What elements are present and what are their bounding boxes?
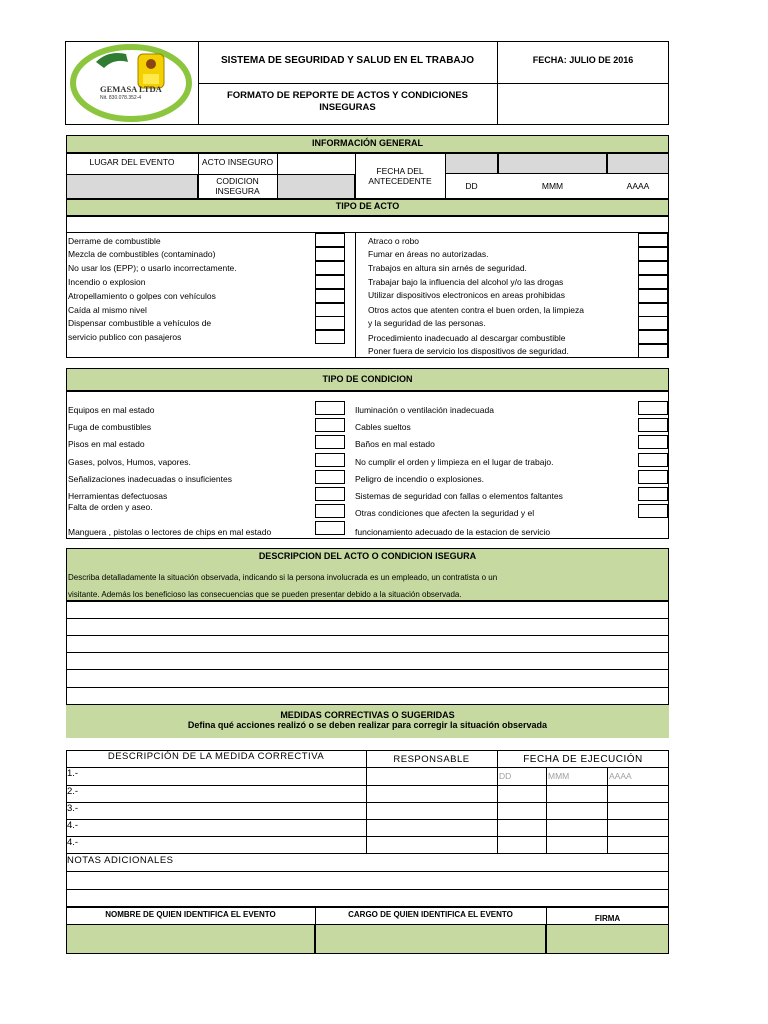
descripcion-title: DESCRIPCION DEL ACTO O CONDICION ISEGURA — [258, 551, 477, 561]
medida-row-3[interactable]: 3.- — [67, 803, 79, 814]
cell-divider — [277, 153, 278, 199]
firma-label: FIRMA — [594, 914, 621, 923]
company-logo — [68, 44, 195, 122]
row-divider — [66, 618, 669, 619]
medida-row-5[interactable]: 4.- — [67, 837, 79, 848]
tipo-acto-right-checkbox[interactable] — [638, 344, 668, 358]
company-name: GEMASA LTDA — [100, 84, 162, 94]
lugar-value-cell[interactable] — [66, 174, 198, 199]
cargo-label: CARGO DE QUIEN IDENTIFICA EL EVENTO — [348, 910, 513, 919]
acto-inseguro-label: ACTO INSEGURO — [201, 157, 274, 167]
col-divider — [607, 767, 608, 853]
tipo-condicion-right-item: Baños en mal estado — [355, 439, 435, 449]
row-divider — [66, 687, 669, 688]
dd-label: DD — [465, 181, 478, 191]
row-divider — [66, 232, 669, 233]
lugar-label: LUGAR DEL EVENTO — [89, 157, 175, 167]
tipo-condicion-right-checkbox[interactable] — [638, 435, 668, 449]
condicion-label-2: INSEGURA — [215, 186, 260, 196]
tipo-acto-left-checkbox[interactable] — [315, 316, 345, 330]
cell-divider — [445, 153, 446, 199]
col-divider — [366, 750, 367, 853]
col-descripcion-header: DESCRIPCIÓN DE LA MEDIDA CORRECTIVA — [107, 751, 325, 762]
tipo-acto-right-item: Trabajos en altura sin arnés de seguridad. — [368, 263, 527, 273]
tipo-acto-left-item: Dispensar combustible a vehículos de — [68, 318, 212, 328]
medida-row-4[interactable]: 4.- — [67, 820, 79, 831]
tipo-condicion-left-item: Señalizaciones inadecuadas o insuficientes — [68, 474, 232, 484]
nombre-label: NOMBRE DE QUIEN IDENTIFICA EL EVENTO — [105, 910, 276, 919]
col-divider — [355, 233, 356, 358]
tipo-acto-right-item: Otros actos que atenten contra el buen orden, la limpieza — [368, 305, 584, 315]
medidas-title: MEDIDAS CORRECTIVAS O SUGERIDAS — [280, 710, 455, 720]
medidas-dd-label: DD — [499, 771, 512, 781]
tipo-condicion-left-item: Fuga de combustibles — [68, 422, 152, 432]
dd-value-cell[interactable] — [445, 153, 498, 174]
general-info-title: INFORMACIÓN GENERAL — [312, 138, 423, 148]
tipo-condicion-left-item: Herramientas defectuosas — [68, 491, 168, 501]
tipo-acto-right-checkbox[interactable] — [638, 233, 668, 247]
tipo-condicion-left-checkbox[interactable] — [315, 401, 345, 415]
tipo-acto-left-checkbox[interactable] — [315, 247, 345, 261]
tipo-condicion-left-checkbox[interactable] — [315, 487, 345, 501]
row-divider — [66, 635, 669, 636]
tipo-condicion-title: TIPO DE CONDICION — [322, 374, 413, 384]
nombre-value-cell[interactable] — [66, 924, 315, 954]
tipo-condicion-right-item: Peligro de incendio o explosiones. — [355, 474, 485, 484]
tipo-acto-right-item: Poner fuera de servicio los dispositivos de seguridad. — [368, 346, 569, 356]
tipo-condicion-right-checkbox[interactable] — [638, 401, 668, 415]
page-subtitle-line1: FORMATO DE REPORTE DE ACTOS Y CONDICIONES — [226, 90, 469, 101]
condicion-label-1: CODICION — [216, 176, 259, 186]
medidas-subtitle: Defina qué acciones realizó o se deben realizar para corregir la situación observada — [187, 720, 548, 730]
aaaa-label: AAAA — [626, 181, 650, 191]
tipo-acto-left-item: Incendio o explosion — [68, 277, 146, 287]
row-divider — [66, 652, 669, 653]
tipo-acto-right-checkbox[interactable] — [638, 289, 668, 303]
tipo-acto-left-item: servicio publico con pasajeros — [68, 332, 182, 342]
row-divider — [66, 836, 669, 837]
tipo-acto-right-checkbox[interactable] — [638, 303, 668, 317]
condicion-value-cell[interactable] — [277, 174, 355, 199]
tipo-condicion-left-checkbox[interactable] — [315, 504, 345, 518]
tipo-acto-title: TIPO DE ACTO — [335, 201, 400, 211]
row-divider — [66, 767, 669, 768]
row-divider — [66, 871, 669, 872]
tipo-acto-left-item: No usar los (EPP); o usarlo incorrectamente. — [68, 263, 237, 273]
tipo-acto-left-item: Atropellamiento o golpes con vehículos — [68, 291, 216, 301]
tipo-acto-right-item: Utilizar dispositivos electronicos en areas prohibidas — [368, 290, 566, 300]
fecha-label-1: FECHA DEL — [376, 166, 424, 176]
col-responsable-header: RESPONSABLE — [393, 754, 470, 765]
tipo-condicion-left-checkbox[interactable] — [315, 435, 345, 449]
tipo-condicion-right-item: No cumplir el orden y limpieza en el lugar de trabajo. — [355, 457, 554, 467]
descripcion-text-area[interactable] — [66, 601, 669, 705]
col-divider — [546, 767, 547, 853]
tipo-acto-right-checkbox[interactable] — [638, 247, 668, 261]
medida-row-2[interactable]: 2.- — [67, 786, 79, 797]
tipo-acto-right-checkbox[interactable] — [638, 275, 668, 289]
tipo-condicion-right-checkbox[interactable] — [638, 470, 668, 484]
company-nit: Nit. 830.078.352-4 — [100, 95, 142, 101]
page-subtitle-line2: INSEGURAS — [319, 102, 376, 113]
tipo-condicion-right-item: Otras condiciones que afecten la seguridad y el — [355, 508, 535, 518]
row-divider — [66, 785, 669, 786]
tipo-acto-left-checkbox[interactable] — [315, 275, 345, 289]
tipo-condicion-left-item: Falta de orden y aseo. — [68, 502, 153, 512]
mmm-value-cell[interactable] — [498, 153, 607, 174]
cell-divider — [66, 174, 355, 175]
medidas-mmm-label: MMM — [548, 771, 570, 781]
tipo-condicion-right-checkbox[interactable] — [638, 418, 668, 432]
tipo-condicion-left-checkbox[interactable] — [315, 470, 345, 484]
tipo-condicion-left-item: Manguera , pistolas o lectores de chips en mal estado — [68, 527, 272, 537]
medidas-table — [66, 750, 669, 907]
tipo-acto-right-item: Procedimiento inadecuado al descargar combustible — [368, 333, 566, 343]
tipo-acto-right-item: Fumar en áreas no autorizadas. — [368, 249, 489, 259]
tipo-condicion-right-item: Iluminación o ventilación inadecuada — [355, 405, 494, 415]
fecha-label-2: ANTECEDENTE — [368, 176, 432, 186]
header-divider — [198, 83, 669, 84]
notas-adicionales-label: NOTAS ADICIONALES — [67, 855, 174, 866]
tipo-condicion-right-checkbox[interactable] — [638, 504, 668, 518]
tipo-condicion-right-checkbox[interactable] — [638, 453, 668, 467]
medidas-aaaa-label: AAAA — [609, 771, 632, 781]
tipo-condicion-right-item: Sistemas de seguridad con fallas o elementos faltantes — [355, 491, 563, 501]
tipo-acto-left-checkbox[interactable] — [315, 261, 345, 275]
tipo-condicion-left-checkbox[interactable] — [315, 453, 345, 467]
mmm-label: MMM — [541, 181, 564, 191]
tipo-condicion-left-checkbox[interactable] — [315, 521, 345, 535]
tipo-condicion-left-item: Gases, polvos, Humos, vapores. — [68, 457, 191, 467]
tipo-acto-left-item: Mezcla de combustibles (contaminado) — [68, 249, 216, 259]
tipo-acto-right-item: y la seguridad de las personas. — [368, 318, 486, 328]
tipo-acto-left-item: Derrame de combustible — [68, 236, 161, 246]
tipo-acto-right-checkbox[interactable] — [638, 330, 668, 344]
row-divider — [66, 853, 669, 854]
tipo-condicion-right-item: funcionamiento adecuado de la estacion de servicio — [355, 527, 551, 537]
firma-value-cell[interactable] — [546, 924, 669, 954]
row-divider — [66, 889, 669, 890]
tipo-acto-right-item: Atraco o robo — [368, 236, 420, 246]
tipo-condicion-right-item: Cables sueltos — [355, 422, 411, 432]
col-fecha-header: FECHA DE EJECUCIÓN — [523, 754, 643, 765]
cargo-value-cell[interactable] — [315, 924, 546, 954]
tipo-acto-left-checkbox[interactable] — [315, 233, 345, 247]
document-date: FECHA: JULIO DE 2016 — [532, 55, 634, 65]
tipo-acto-left-item: Caída al mismo nivel — [68, 305, 147, 315]
aaaa-value-cell[interactable] — [607, 153, 669, 174]
tipo-acto-right-item: Trabajar bajo la influencia del alcohol y/o las drogas — [368, 277, 564, 287]
tipo-acto-left-checkbox[interactable] — [315, 330, 345, 344]
tipo-acto-right-checkbox[interactable] — [638, 316, 668, 330]
tipo-condicion-right-checkbox[interactable] — [638, 487, 668, 501]
col-divider — [497, 750, 498, 853]
descripcion-instructions-1: Describa detalladamente la situación observada, indicando si la persona involucrada es un empleado, un contratista o un — [68, 573, 498, 582]
tipo-condicion-left-item: Equipos en mal estado — [68, 405, 155, 415]
tipo-condicion-left-checkbox[interactable] — [315, 418, 345, 432]
row-divider — [66, 819, 669, 820]
descripcion-instructions-2: visitante. Además los beneficioso las consecuencias que se pueden presentar debido a la situación observada. — [68, 590, 462, 599]
page-title: SISTEMA DE SEGURIDAD Y SALUD EN EL TRABAJO — [221, 55, 474, 66]
tipo-acto-left-checkbox[interactable] — [315, 289, 345, 303]
tipo-acto-left-checkbox[interactable] — [315, 303, 345, 317]
tipo-condicion-left-item: Pisos en mal estado — [68, 439, 145, 449]
row-divider — [66, 669, 669, 670]
row-divider — [66, 802, 669, 803]
medida-row-1[interactable]: 1.- — [67, 768, 79, 779]
tipo-acto-right-checkbox[interactable] — [638, 261, 668, 275]
